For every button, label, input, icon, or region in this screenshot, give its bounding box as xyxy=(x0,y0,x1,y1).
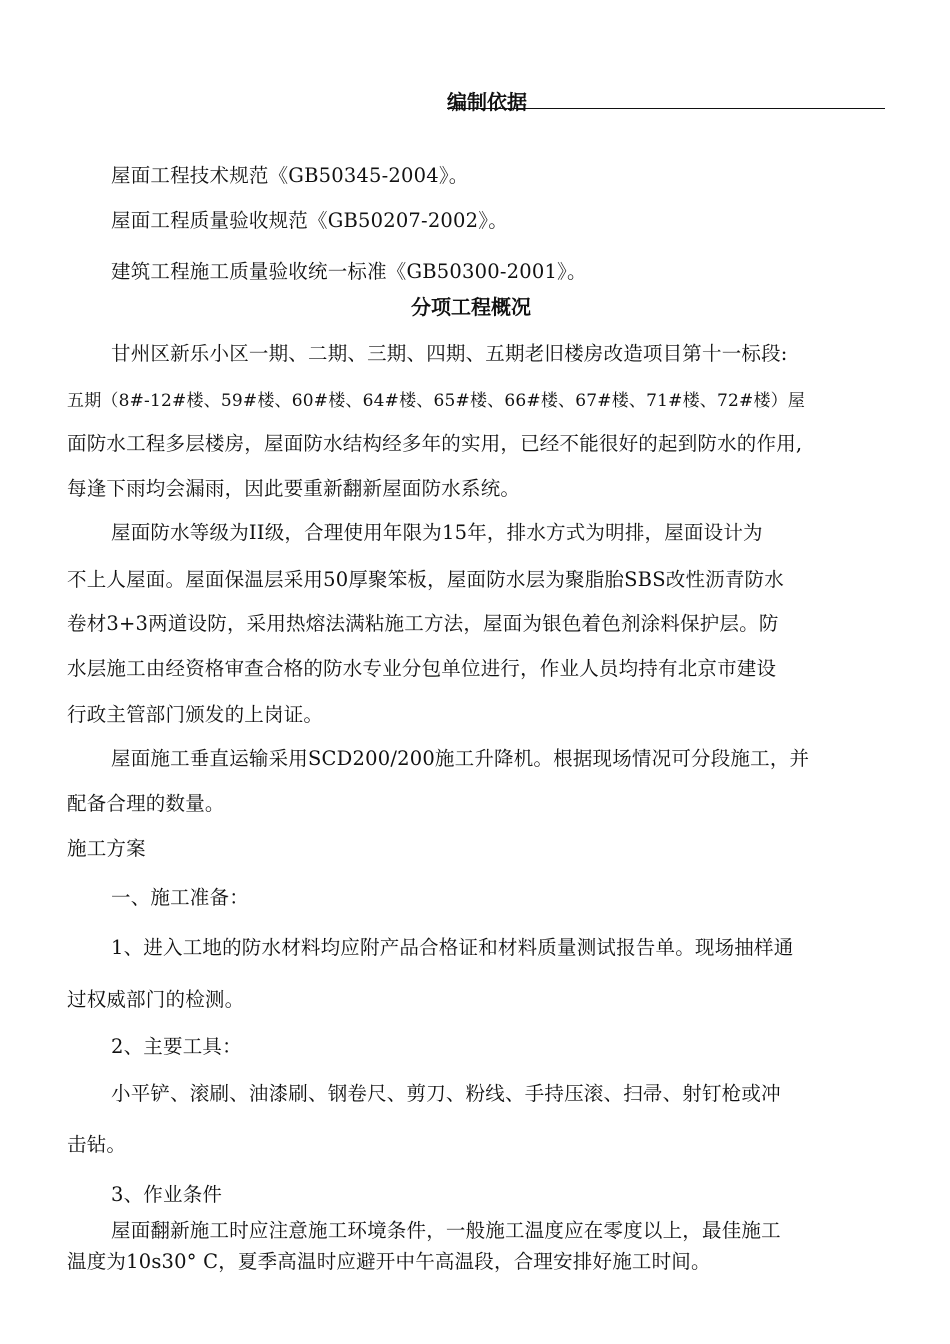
overview-paragraph-line: 屋面防水等级为II级，合理使用年限为15年，排水方式为明排，屋面设计为 xyxy=(111,521,763,544)
basis-item: 屋面工程技术规范《GB50345-2004》。 xyxy=(111,164,469,187)
tools-line: 小平铲、滚刷、油漆刷、钢卷尺、剪刀、粉线、手持压滚、扫帚、射钉枪或冲 xyxy=(111,1082,781,1105)
overview-paragraph-line: 水层施工由经资格审查合格的防水专业分包单位进行，作业人员均持有北京市建设 xyxy=(67,657,777,680)
basis-heading: 编制依据 xyxy=(447,90,527,114)
conditions-line: 屋面翻新施工时应注意施工环境条件，一般施工温度应在零度以上，最佳施工 xyxy=(111,1219,781,1242)
tools-heading: 2、主要工具： xyxy=(111,1035,242,1058)
prep-heading: 一、施工准备： xyxy=(111,886,249,909)
overview-paragraph-line: 配备合理的数量。 xyxy=(67,792,225,815)
overview-heading: 分项工程概况 xyxy=(411,295,531,319)
overview-paragraph-line: 卷材3+3两道设防，采用热熔法满粘施工方法，屋面为银色着色剂涂料保护层。防 xyxy=(67,612,779,635)
overview-paragraph-line: 甘州区新乐小区一期、二期、三期、四期、五期老旧楼房改造项目第十一标段: xyxy=(111,342,788,365)
overview-paragraph-line: 行政主管部门颁发的上岗证。 xyxy=(67,703,324,726)
basis-item: 建筑工程施工质量验收统一标准《GB50300-2001》。 xyxy=(111,260,587,283)
plan-heading: 施工方案 xyxy=(67,837,146,860)
heading-underline xyxy=(447,108,885,109)
tools-line: 击钻。 xyxy=(67,1133,127,1156)
prep-item-line: 过权威部门的检测。 xyxy=(67,988,245,1011)
overview-paragraph-line: 屋面施工垂直运输采用SCD200/200施工升降机。根据现场情况可分段施工，并 xyxy=(111,747,810,770)
basis-item: 屋面工程质量验收规范《GB50207-2002》。 xyxy=(111,209,508,232)
overview-paragraph-line: 五期（8#-12#楼、59#楼、60#楼、64#楼、65#楼、66#楼、67#楼、71#楼、72#楼）屋 xyxy=(67,391,806,411)
conditions-heading: 3、作业条件 xyxy=(111,1183,223,1206)
prep-item-line: 1、进入工地的防水材料均应附产品合格证和材料质量测试报告单。现场抽样通 xyxy=(111,936,794,959)
conditions-line: 温度为10s30° C，夏季高温时应避开中午高温段，合理安排好施工时间。 xyxy=(67,1250,711,1273)
overview-paragraph-line: 每逢下雨均会漏雨，因此要重新翻新屋面防水系统。 xyxy=(67,477,521,500)
overview-paragraph-line: 面防水工程多层楼房，屋面防水结构经多年的实用，已经不能很好的起到防水的作用, xyxy=(67,432,803,455)
overview-paragraph-line: 不上人屋面。屋面保温层采用50厚聚笨板，屋面防水层为聚脂胎SBS改性沥青防水 xyxy=(67,568,784,591)
